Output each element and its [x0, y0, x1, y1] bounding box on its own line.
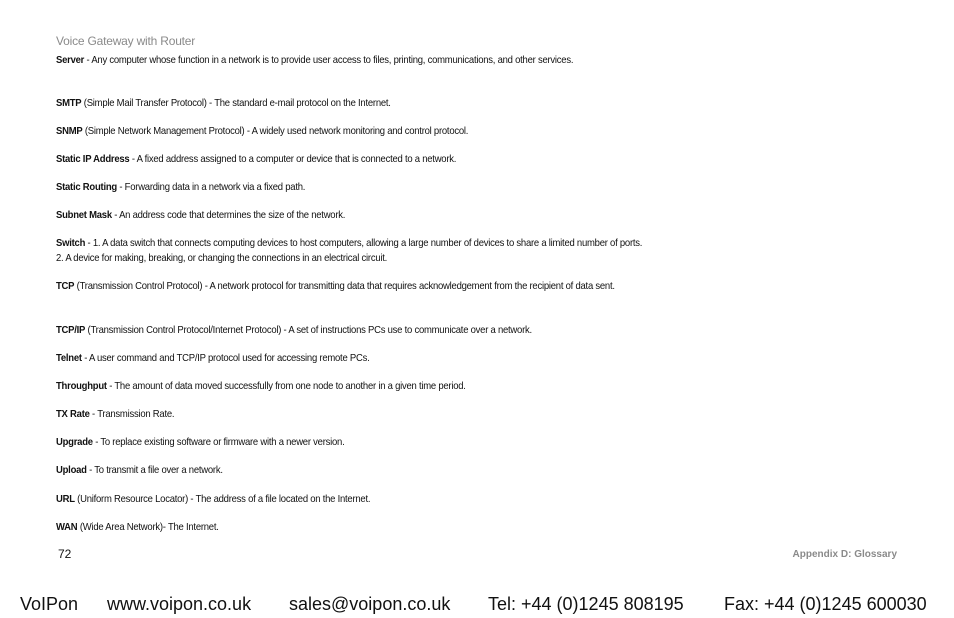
glossary-term: TX Rate — [56, 409, 90, 420]
glossary-entry — [56, 124, 651, 139]
glossary-definition: - The amount of data moved successfully from one node to another in a given time period. — [106, 381, 466, 392]
company-name: VoIPon — [20, 594, 79, 614]
glossary-definition: - 1. A data switch that connects computing devices to host computers, allowing a large number of devices to share a limited number of ports. 2. A device for making, breaking, or changing the connections in an electrical circuit. — [56, 238, 643, 264]
glossary-definition: - Any computer whose function in a network is to provide user access to files, printing, communications, and other services. — [84, 55, 574, 66]
glossary-definition: (Transmission Control Protocol) - A network protocol for transmitting data that requires acknowledgement from the recipient of data sent. — [74, 281, 615, 292]
glossary-term: Telnet — [56, 353, 82, 364]
glossary-entry — [56, 180, 651, 195]
glossary-definition: (Wide Area Network)- The Internet. — [77, 522, 219, 533]
glossary-entry — [56, 236, 651, 266]
glossary-definition: - A user command and TCP/IP protocol used for accessing remote PCs. — [81, 353, 370, 364]
glossary-definition: (Uniform Resource Locator) - The address of a file located on the Internet. — [74, 494, 371, 505]
glossary-entry — [56, 152, 651, 167]
glossary-entry — [56, 435, 651, 450]
glossary-term: Static Routing — [56, 182, 117, 193]
contact-bar — [0, 594, 954, 618]
glossary-term: Throughput — [56, 381, 107, 392]
glossary-term: Upgrade — [56, 437, 93, 448]
glossary-definition: - To transmit a file over a network. — [86, 465, 223, 476]
glossary-term: TCP — [56, 281, 75, 292]
glossary-entry — [56, 379, 651, 394]
glossary-entry — [56, 323, 651, 338]
glossary-definition: - An address code that determines the size of the network. — [111, 210, 346, 221]
phone-number: Tel: +44 (0)1245 808195 — [488, 594, 684, 614]
glossary-definition: (Transmission Control Protocol/Internet Protocol) - A set of instructions PCs use to communicate over a network. — [85, 325, 532, 336]
glossary-entry — [56, 96, 651, 111]
glossary-entry — [56, 53, 651, 68]
glossary-term: Switch — [56, 238, 86, 249]
glossary-term: Upload — [56, 465, 87, 476]
glossary-term: URL — [56, 494, 75, 505]
running-header: Voice Gateway with Router — [56, 34, 196, 48]
glossary-entry — [56, 492, 651, 507]
glossary-term: Server — [56, 55, 85, 66]
website-link[interactable]: www.voipon.co.uk — [107, 594, 252, 614]
glossary-entry — [56, 463, 651, 478]
glossary-entry — [56, 520, 651, 535]
glossary-term: TCP/IP — [56, 325, 86, 336]
glossary-definition: - Forwarding data in a network via a fixed path. — [116, 182, 306, 193]
glossary-entry — [56, 279, 651, 294]
glossary-term: Subnet Mask — [56, 210, 112, 221]
fax-number: Fax: +44 (0)1245 600030 — [724, 594, 927, 614]
glossary-definition: (Simple Network Management Protocol) - A widely used network monitoring and control protocol. — [82, 126, 469, 137]
email-link[interactable]: sales@voipon.co.uk — [289, 594, 451, 614]
glossary-definition: (Simple Mail Transfer Protocol) - The standard e-mail protocol on the Internet. — [81, 98, 391, 109]
glossary-entry — [56, 351, 651, 366]
glossary-term: Static IP Address — [56, 154, 130, 165]
glossary-definition: - A fixed address assigned to a computer or device that is connected to a network. — [129, 154, 457, 165]
glossary-definition: - To replace existing software or firmware with a newer version. — [92, 437, 345, 448]
glossary-entry — [56, 208, 651, 223]
page-number: 72 — [58, 547, 72, 561]
section-footer: Appendix D: Glossary — [792, 549, 897, 560]
glossary-term: SMTP — [56, 98, 82, 109]
glossary-term: SNMP — [56, 126, 83, 137]
glossary-definition: - Transmission Rate. — [89, 409, 175, 420]
glossary-term: WAN — [56, 522, 78, 533]
glossary-entry — [56, 407, 651, 422]
